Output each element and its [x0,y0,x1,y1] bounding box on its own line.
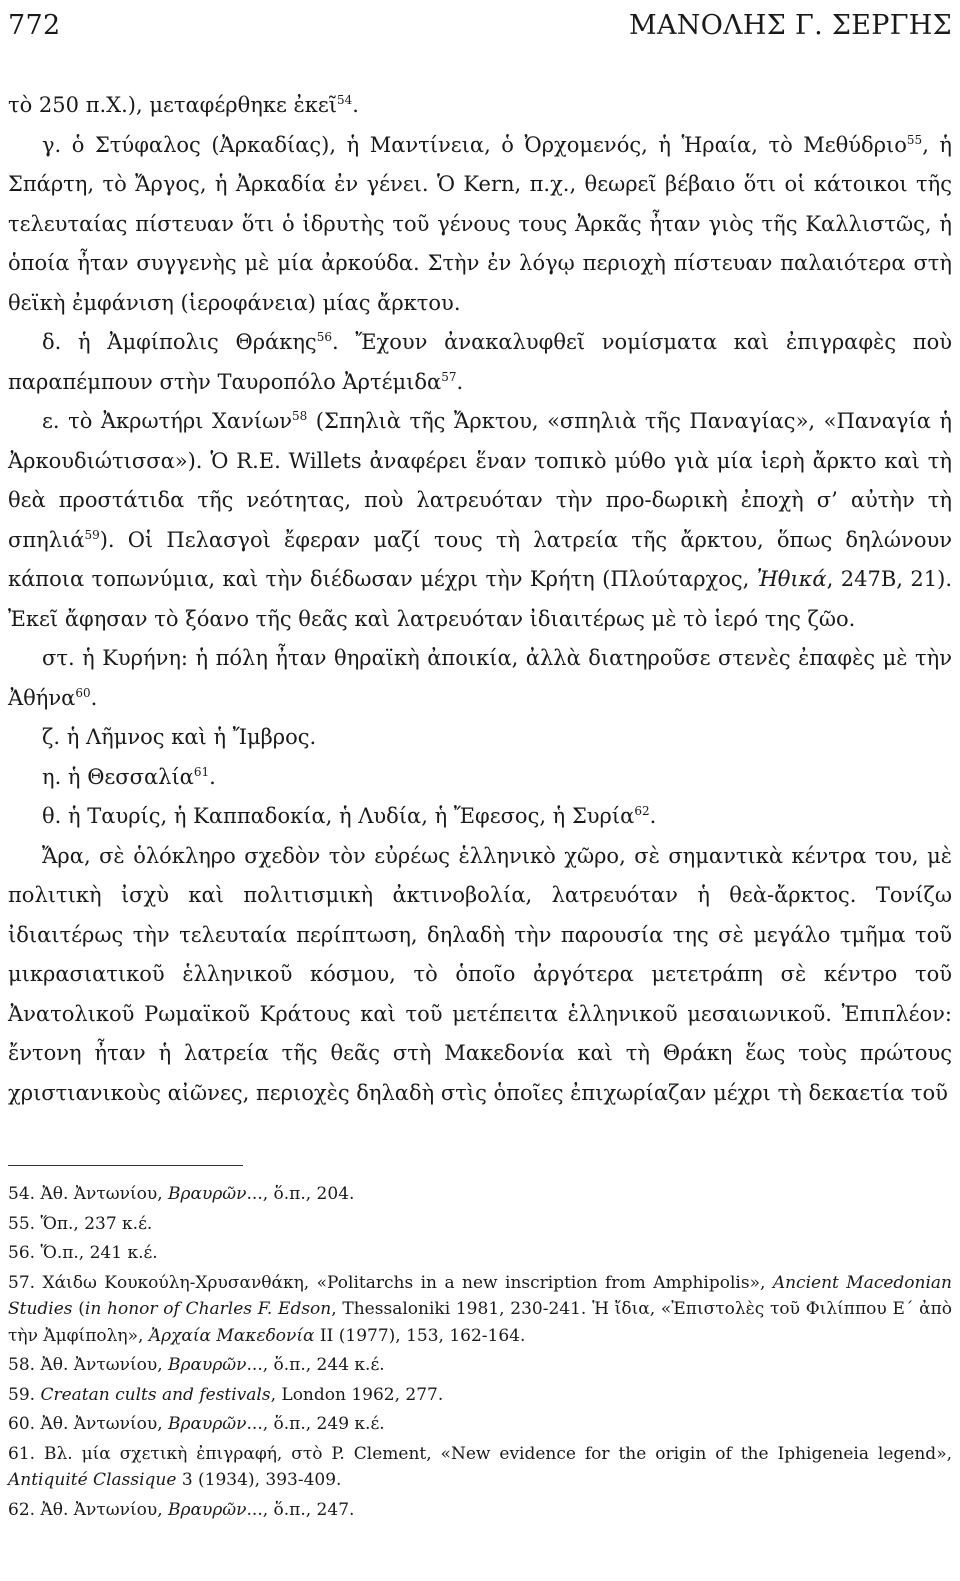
text-run: . Ἔχουν ἀνακαλυφθεῖ νομίσματα καὶ ἐπιγραφὲς ποὺ παραπέμπουν στὴν Ταυροπόλο Ἀρτέμιδα [8,330,952,394]
footnote [8,1240,952,1267]
paragraph [8,718,952,758]
text-run: 54. Ἀθ. Ἀντωνίου, [8,1184,169,1204]
paragraph [8,797,952,837]
text-run: Ἄρα, σὲ ὁλόκληρο σχεδὸν τὸν εὐρέως ἑλληνικὸ χῶρο, σὲ σημαντικὰ κέντρα του, μὲ πολιτικὴ ἰσχὺ καὶ πολιτισμικὴ ἀκτινοβολία, λατρευόταν ἡ θεὰ-ἄρκτος. Τονίζω ἰδιαιτέρως τὴν τελευταία περίπτωση, δηλαδὴ τὴν παρουσία της σὲ μεγάλο τμῆμα τοῦ μικρασιατικοῦ ἑλληνικοῦ κόσμου, τὸ ὁποῖο ἀργότερα μετετράπη σὲ κέντρο τοῦ Ἀνατολικοῦ Ρωμαϊκοῦ Κράτους καὶ τοῦ μετέπειτα ἑλληνικοῦ μεσαιωνικοῦ. Ἐπιπλέον: ἔντονη ἦταν ἡ λατρεία τῆς θεᾶς στὴ Μακεδονία καὶ τὴ Θράκη ἕως τοὺς πρώτους χριστιανικοὺς αἰῶνες, περιοχὲς δηλαδὴ στὶς ὁποῖες ἐπιχωρίαζαν μέχρι τὴ δεκαετία τοῦ [8,843,952,1105]
footnote-reference: 54 [337,93,353,107]
italic-title: Βραυρῶν [168,1355,247,1375]
footnote [8,1497,952,1524]
text-run: . [352,93,359,117]
footnotes [8,1181,952,1526]
footnote [8,1441,952,1494]
text-run: . [90,685,98,710]
text-run: 3 (1934), 393-409. [176,1470,342,1490]
footnote-reference: 56 [316,330,332,344]
paragraph [8,758,952,798]
italic-title: Βραυρῶν [168,1414,247,1434]
text-run: 62. Ἀθ. Ἀντωνίου, [8,1499,169,1520]
italic-title: Ἀρχαία Μακεδονία [148,1325,315,1346]
text-run: , ἡ Σπάρτη, τὸ Ἄργος, ἡ Ἀρκαδία ἐν γένει. Ὁ Kern, π.χ., θεωρεῖ βέβαιο ὅτι οἱ κάτοικοι τῆς τελευταίας πίστευαν ὅτι ὁ ἱδρυτὴς τοῦ γένους τους Ἀρκᾶς ἦταν γιὸς τῆς Καλλιστῶς, ἡ ὁποία ἦταν συγγενὴς μὲ μία ἀρκούδα. Στὴν ἐν λόγῳ περιοχὴ πίστευαν παλαιότερα στὴ θεϊκὴ ἐμφάνιση (ἱεροφάνεια) μίας ἄρκτου. [8,132,953,315]
text-run: (Σπηλιὰ τῆς Ἄρκτου, «σπηλιὰ τῆς Παναγίας», «Παναγία ἡ Ἀρκουδιώτισσα»). Ὁ R.E. Willets ἀναφέρει ἕναν τοπικὸ μύθο γιὰ μία ἱερὴ ἄρκτο καὶ τὴ θεὰ προστάτιδα τῆς νεότητας, ποὺ λατρευόταν τὴν προ-δωρικὴ ἐποχὴ σ’ αὐτὴν τὴ σπηλιά [8,409,952,552]
italic-title: Βραυρῶν [168,1184,247,1204]
italic-title: Antiquité Classique [8,1470,177,1490]
text-run: 55. Ὅπ., 237 κ.έ. [8,1213,153,1234]
paragraph [8,86,952,126]
paragraph [8,837,952,1114]
text-run: 57. Χάιδω Κουκούλη-Χρυσανθάκη, «Politarchs in a new inscription from Amphipolis», [8,1272,773,1293]
page-header [8,10,952,41]
text-run: . [209,764,216,789]
italic-title: Ἠθικά [756,567,827,591]
paragraph [8,402,952,639]
text-run: , Thessaloniki 1981, 230-241. Ἡ ἴδια, «Ἐπιστολὲς τοῦ Φιλίππου Ε΄ ἀπὸ τὴν Ἀμφίπολη», [8,1299,952,1346]
text-run: ). Οἱ Πελασγοὶ ἔφεραν μαζί τους τὴ λατρεία τῆς ἄρκτου, ὅπως δηλώνουν κάποια τοπωνύμια, καὶ τὴν διέδωσαν μέχρι τὴν Κρήτη (Πλούταρχος, [8,527,952,591]
text-run: , 247B, 21). Ἐκεῖ ἄφησαν τὸ ξόανο τῆς θεᾶς καὶ λατρευόταν ἰδιαιτέρως μὲ τὸ ἱερό της ζῶο. [8,567,952,631]
italic-title: Creatan cults and festivals [40,1384,271,1405]
page-number: 772 [8,10,61,41]
footnote-reference: 60 [75,685,91,700]
footnote [8,1411,952,1438]
text-run: ..., ὅ.π., 249 κ.έ. [246,1414,385,1434]
footnote-reference: 62 [634,804,650,818]
footnote [8,1382,952,1409]
footnote [8,1211,952,1238]
text-run: θ. ἡ Ταυρίς, ἡ Καππαδοκία, ἡ Λυδία, ἡ Ἔφεσος, ἡ Συρία [42,804,635,828]
text-run: γ. ὁ Στύφαλος (Ἀρκαδίας), ἡ Μαντίνεια, ὁ Ὀρχομενός, ἡ Ἡραία, τὸ Μεθύδριο [42,132,907,157]
text-run: II (1977), 153, 162-164. [314,1325,526,1346]
footnote-reference: 57 [441,369,457,384]
italic-title: in honor of Charles F. Edson [84,1299,332,1319]
paragraph [8,126,952,324]
italic-title: Ancient Macedonian Studies [8,1272,953,1319]
footnote-separator [8,1165,243,1166]
footnote [8,1270,952,1350]
footnote-reference: 55 [906,132,923,147]
text-run: ..., ὅ.π., 204. [246,1184,355,1204]
footnote-reference: 58 [291,409,308,423]
text-run: 58. Ἀθ. Ἀντωνίου, [8,1355,169,1375]
text-run: δ. ἡ Ἀμφίπολις Θράκης [42,330,317,354]
text-run: ζ. ἡ Λῆμνος καὶ ἡ Ἴμβρος. [42,725,317,749]
text-run: 56. Ὅ.π., 241 κ.έ. [8,1243,158,1263]
text-run: τὸ 250 π.Χ.), μεταφέρθηκε ἐκεῖ [8,93,338,117]
text-run: . [456,369,464,394]
text-run: η. ἡ Θεσσαλία [42,764,194,789]
text-run: . [649,804,657,828]
text-run: ( [72,1299,85,1319]
paragraph [8,323,952,402]
text-run: ..., ὅ.π., 244 κ.έ. [246,1355,385,1375]
footnote [8,1181,952,1208]
paragraph [8,639,952,718]
main-text [8,86,952,1113]
text-run: , London 1962, 277. [270,1384,444,1405]
text-run: 60. Ἀθ. Ἀντωνίου, [8,1414,169,1434]
footnote [8,1352,952,1379]
running-title: ΜΑΝΟΛΗΣ Γ. ΣΕΡΓΗΣ [629,10,952,41]
text-run: ε. τὸ Ἀκρωτήρι Χανίων [42,409,292,433]
text-run: 61. Βλ. μία σχετικὴ ἐπιγραφή, στὸ P. Clement, «New evidence for the origin of the Iphigeneia legend», [8,1443,952,1464]
text-run: ..., ὅ.π., 247. [246,1499,355,1520]
text-run: στ. ἡ Κυρήνη: ἡ πόλη ἦταν θηραϊκὴ ἀποικία, ἀλλὰ διατηροῦσε στενὲς ἐπαφὲς μὲ τὴν Ἀθήνα [8,646,952,710]
footnote-reference: 59 [84,527,100,542]
italic-title: Βραυρῶν [168,1499,247,1520]
text-run: 59. [8,1384,41,1405]
footnote-reference: 61 [193,764,210,779]
